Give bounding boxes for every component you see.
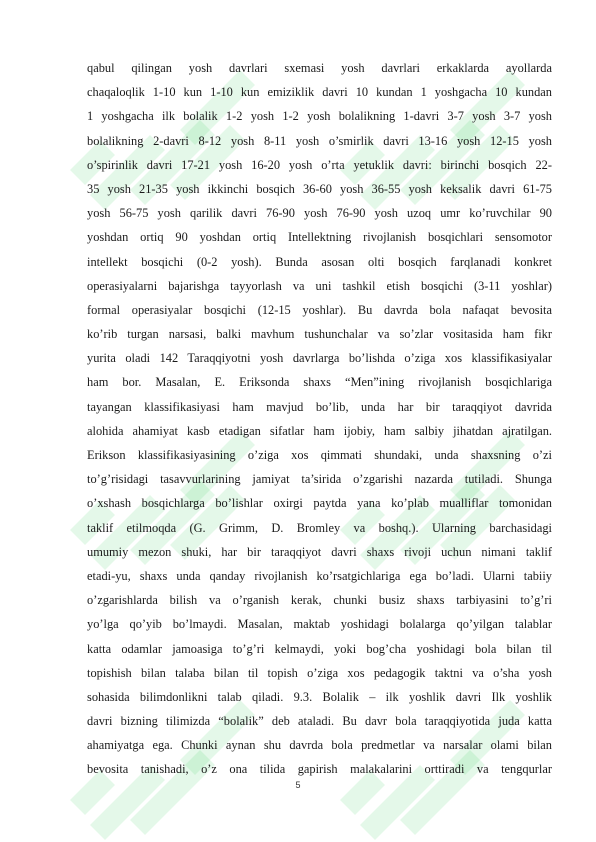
text-line: qabul qilingan yosh davrlari sxemasi yosh davrlari erkaklarda ayollarda bbox=[87, 61, 552, 75]
text-line: ahamiyatga ega. Chunki aynan shu davrda bola predmetlar va narsalar olami bilan bbox=[87, 738, 552, 753]
text-line: yo’lga qo’yib bo’lmaydi. Masalan, maktab yoshidagi bolalarga qo’yilgan talablar bbox=[87, 617, 552, 632]
text-line: formal operasiyalar bosqichi (12-15 yoshlar). Bu davrda bola nafaqat bevosita bbox=[87, 302, 552, 317]
text-line: yoshdan ortiq 90 yoshdan ortiq Intellektning rivojlanish bosqichlari sensomotor bbox=[87, 230, 552, 245]
text-line: to’g’risidagi tasavvurlarining jamiyat ta’sirida o’zgarishi nazarda tutiladi. Shunga bbox=[87, 472, 552, 487]
text-line: o’zgarishlarda bilish va o’rganish kerak, chunki busiz shaxs tarbiyasini to’g’ri bbox=[87, 593, 552, 608]
text-line: bevosita tanishadi, o’z ona tilida gapirish malakalarini orttiradi va tengqurlar bbox=[87, 762, 552, 777]
text-line: o’xshash bosqichlarga bo’lishlar oxirgi paytda yana ko’plab mualliflar tomonidan bbox=[87, 496, 552, 511]
text-line: ham bor. Masalan, E. Eriksonda shaxs “Men”ining rivojlanish bosqichlariga bbox=[87, 375, 552, 390]
body-text bbox=[87, 56, 552, 782]
text-line: umumiy mezon shuki, har bir taraqqiyot davri shaxs rivoji uchun nimani taklif bbox=[87, 544, 552, 559]
text-line: ko’rib turgan narsasi, balki mavhum tushunchalar va so’zlar vositasida ham fikr bbox=[87, 327, 552, 342]
text-line: sohasida bilimdonlikni talab qiladi. 9.3. Bolalik – ilk yoshlik davri Ilk yoshlik bbox=[87, 689, 552, 704]
text-line: alohida ahamiyat kasb etadigan sifatlar ham ijobiy, ham salbiy jihatdan ajratilgan. bbox=[87, 423, 552, 438]
text-line: bolalikning 2-davri 8-12 yosh 8-11 yosh o’smirlik davri 13-16 yosh 12-15 yosh bbox=[87, 133, 552, 148]
page-number: 5 bbox=[295, 780, 301, 790]
text-line: 1 yoshgacha ilk bolalik 1-2 yosh 1-2 yosh bolalikning 1-davri 3-7 yosh 3-7 yosh bbox=[87, 109, 552, 124]
text-line: intellekt bosqichi (0-2 yosh). Bunda asosan olti bosqich farqlanadi konkret bbox=[87, 254, 552, 269]
text-line: Erikson klassifikasiyasining o’ziga xos qimmati shundaki, unda shaxsning o’zi bbox=[87, 448, 552, 462]
text-line: tayangan klassifikasiyasi ham mavjud bo’lib, unda har bir taraqqiyot davrida bbox=[87, 399, 552, 414]
text-line: yosh 56-75 yosh qarilik davri 76-90 yosh 76-90 yosh uzoq umr ko’ruvchilar 90 bbox=[87, 206, 552, 221]
text-line: davri bizning tilimizda “bolalik” deb ataladi. Bu davr bola taraqqiyotida juda katta bbox=[87, 714, 552, 729]
text-line: taklif etilmoqda (G. Grimm, D. Bromley va boshq.). Ularning barchasidagi bbox=[87, 520, 552, 535]
text-line: o’spirinlik davri 17-21 yosh 16-20 yosh o’rta yetuklik davri: birinchi bosqich 22- bbox=[87, 157, 552, 172]
text-line: etadi-yu, shaxs unda qanday rivojlanish ko’rsatgichlariga ega bo’ladi. Ularni tabiiy bbox=[87, 568, 552, 583]
text-line: katta odamlar jamoasiga to’g’ri kelmaydi, yoki bog’cha yoshidagi bola bilan til bbox=[87, 641, 552, 656]
text-line: operasiyalarni bajarishga tayyorlash va uni tashkil etish bosqichi (3-11 yoshlar) bbox=[87, 278, 552, 293]
text-line: yurita oladi 142 Taraqqiyotni yosh davrlarga bo’lishda o’ziga xos klassifikasiyalar bbox=[87, 351, 552, 366]
text-line: topishish bilan talaba bilan til topish o’ziga xos pedagogik taktni va o’sha yosh bbox=[87, 665, 552, 680]
text-line: chaqaloqlik 1-10 kun 1-10 kun emiziklik davri 10 kundan 1 yoshgacha 10 kundan bbox=[87, 85, 552, 100]
text-line: 35 yosh 21-35 yosh ikkinchi bosqich 36-60 yosh 36-55 yosh keksalik davri 61-75 bbox=[87, 181, 552, 196]
